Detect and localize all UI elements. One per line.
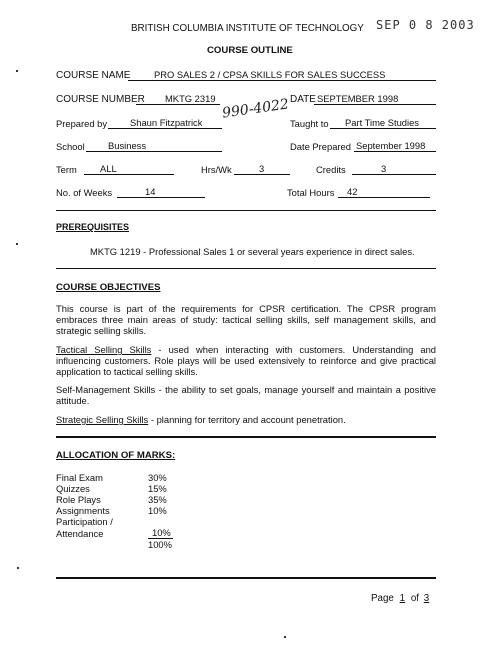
mark-label: Assignments (56, 505, 110, 516)
self-management-text: - the ability to set goals, manage yourself and maintain a positive attitude. (56, 384, 436, 407)
document-title: COURSE OUTLINE (207, 45, 293, 56)
scan-speck (17, 567, 19, 569)
term-underline (84, 174, 174, 175)
school-label: School (56, 141, 85, 152)
marks-row (56, 516, 173, 527)
page-label: Page (371, 593, 394, 604)
term-value: ALL (100, 163, 117, 174)
marks-row (56, 483, 173, 494)
objectives-intro: This course is part of the requirements for CPSR certification. The CPSR program embraces three main areas of study: tactical selling skills, self management skills, and strategic selling skills. (56, 303, 436, 337)
objectives-heading: COURSE OBJECTIVES (56, 282, 161, 293)
handwritten-note: 990-4022 (221, 96, 290, 122)
separator-line (56, 436, 436, 438)
mark-label: Final Exam (56, 472, 103, 483)
date-prepared-underline (354, 151, 436, 152)
marks-row (56, 494, 173, 505)
mark-label: Participation / (56, 516, 113, 527)
school-value: Business (108, 140, 147, 151)
term-label: Term (56, 164, 77, 175)
course-number-underline (136, 104, 220, 105)
date-stamp: SEP 0 8 2003 (376, 18, 475, 32)
marks-total: 100% (148, 539, 172, 550)
mark-label: Role Plays (56, 494, 101, 505)
mark-value (148, 527, 173, 539)
strategic-skills-term: Strategic Selling Skills (56, 414, 149, 425)
mark-value: 30% (148, 472, 167, 483)
course-name-label: COURSE NAME (56, 70, 131, 81)
weeks-label: No. of Weeks (56, 187, 113, 198)
hrs-wk-value: 3 (259, 163, 265, 174)
school-underline (86, 151, 222, 152)
scan-speck (16, 70, 18, 72)
marks-table (56, 472, 173, 550)
page-total: 3 (423, 593, 430, 604)
date-prepared-label: Date Prepared (290, 141, 351, 152)
course-number-label: COURSE NUMBER (56, 94, 145, 105)
marks-heading: ALLOCATION OF MARKS: (56, 450, 176, 461)
weeks-value: 14 (145, 186, 156, 197)
mark-value: 10% (148, 505, 167, 516)
date-label: DATE (290, 94, 316, 105)
marks-row (56, 527, 173, 539)
credits-label: Credits (316, 164, 346, 175)
page-current: 1 (399, 593, 406, 604)
marks-row (56, 472, 173, 483)
tactical-skills-paragraph (56, 344, 436, 378)
hrs-wk-underline (234, 174, 290, 175)
institution-name: BRITISH COLUMBIA INSTITUTE OF TECHNOLOGY (131, 23, 364, 34)
page-of: of (410, 593, 419, 604)
mark-label: Attendance (56, 527, 104, 539)
prerequisites-text: MKTG 1219 - Professional Sales 1 or several years experience in direct sales. (90, 246, 415, 257)
marks-row (56, 505, 173, 516)
taught-to-value: Part Time Studies (345, 117, 419, 128)
course-name-underline (128, 80, 436, 81)
date-underline (314, 104, 436, 105)
taught-to-label: Taught to (290, 118, 329, 129)
separator-line (56, 210, 436, 211)
strategic-skills-paragraph (56, 414, 436, 425)
scan-speck (284, 636, 286, 638)
mark-label: Quizzes (56, 483, 90, 494)
page-number (371, 593, 431, 604)
prepared-by-label: Prepared by (56, 118, 108, 129)
credits-value: 3 (381, 163, 387, 174)
strategic-skills-text: - planning for territory and account penetration. (148, 414, 346, 425)
taught-to-underline (330, 128, 436, 129)
scan-speck (16, 243, 18, 245)
date-value: SEPTEMBER 1998 (317, 93, 399, 104)
hrs-wk-label: Hrs/Wk (201, 164, 232, 175)
tactical-skills-term: Tactical Selling Skills (56, 344, 152, 355)
attendance-value: 10% (148, 527, 173, 539)
course-name-value: PRO SALES 2 / CPSA SKILLS FOR SALES SUCCESS (154, 69, 386, 80)
total-hours-underline (338, 197, 430, 198)
self-management-paragraph (56, 384, 436, 406)
prepared-by-underline (108, 128, 222, 129)
marks-total-row (56, 539, 173, 550)
credits-underline (352, 174, 436, 175)
course-number-value: MKTG 2319 (165, 93, 216, 104)
date-prepared-value: September 1998 (356, 140, 426, 151)
separator-line (56, 577, 436, 579)
separator-line (56, 268, 436, 269)
mark-value (148, 516, 173, 527)
tactical-skills-text: - used when interacting with customers. Understanding and influencing customers. Role plays will be used extensively to reinforce and give practical application to tactical selling skills. (56, 344, 436, 378)
total-hours-value: 42 (347, 186, 358, 197)
weeks-underline (117, 197, 205, 198)
self-management-term: Self-Management Skills (56, 384, 156, 395)
total-hours-label: Total Hours (287, 187, 335, 198)
mark-value: 35% (148, 494, 167, 505)
prepared-by-value: Shaun Fitzpatrick (130, 117, 203, 128)
prerequisites-heading: PREREQUISITES (56, 222, 130, 232)
mark-value: 15% (148, 483, 167, 494)
